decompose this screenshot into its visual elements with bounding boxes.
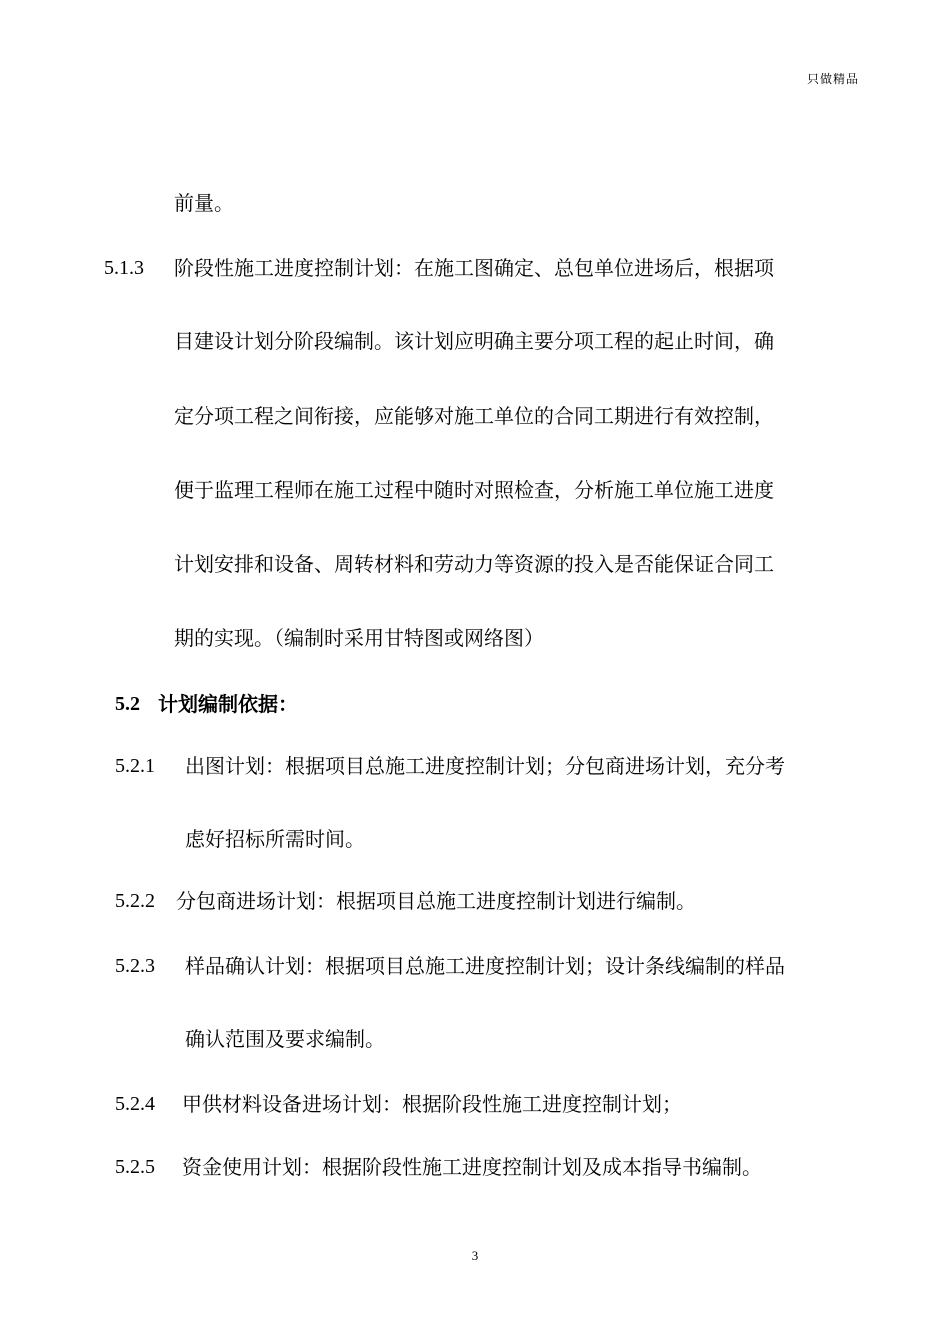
section-5-2-5-number: 5.2.5 xyxy=(115,1156,155,1178)
section-5-2-title: 计划编制依据： xyxy=(158,692,298,716)
section-5-2-1-number: 5.2.1 xyxy=(115,755,155,777)
section-5-1-3-line: 目建设计划分阶段编制。该计划应明确主要分项工程的起止时间，确 xyxy=(174,329,774,353)
section-5-2-2-line: 分包商进场计划：根据项目总施工进度控制计划进行编制。 xyxy=(176,889,696,913)
section-5-2-1-line: 虑好招标所需时间。 xyxy=(185,827,365,851)
section-5-2-3-line: 确认范围及要求编制。 xyxy=(185,1027,385,1051)
section-5-1-3-line: 计划安排和设备、周转材料和劳动力等资源的投入是否能保证合同工 xyxy=(174,552,774,576)
section-5-2-1-line: 出图计划：根据项目总施工进度控制计划；分包商进场计划，充分考 xyxy=(185,754,785,778)
section-5-1-3-line: 定分项工程之间衔接，应能够对施工单位的合同工期进行有效控制， xyxy=(174,404,774,428)
section-5-2-3-number: 5.2.3 xyxy=(115,955,155,977)
section-5-1-3-number: 5.1.3 xyxy=(104,257,144,279)
continuation-text: 前量。 xyxy=(174,191,234,215)
section-5-2-3-line: 样品确认计划：根据项目总施工进度控制计划；设计条线编制的样品 xyxy=(185,954,785,978)
section-5-2-4-number: 5.2.4 xyxy=(115,1093,155,1115)
section-5-2-4-line: 甲供材料设备进场计划：根据阶段性施工进度控制计划； xyxy=(182,1092,682,1116)
section-5-2-2-number: 5.2.2 xyxy=(115,890,155,912)
header-note: 只做精品 xyxy=(806,72,859,86)
page-number: 3 xyxy=(471,1248,479,1263)
section-5-1-3-line: 便于监理工程师在施工过程中随时对照检查，分析施工单位施工进度 xyxy=(174,478,774,502)
section-5-1-3-line: 阶段性施工进度控制计划：在施工图确定、总包单位进场后，根据项 xyxy=(174,256,774,280)
section-5-2-number: 5.2 xyxy=(115,693,140,715)
section-5-2-5-line: 资金使用计划：根据阶段性施工进度控制计划及成本指导书编制。 xyxy=(182,1155,762,1179)
section-5-1-3-line: 期的实现。（编制时采用甘特图或网络图） xyxy=(174,626,544,650)
